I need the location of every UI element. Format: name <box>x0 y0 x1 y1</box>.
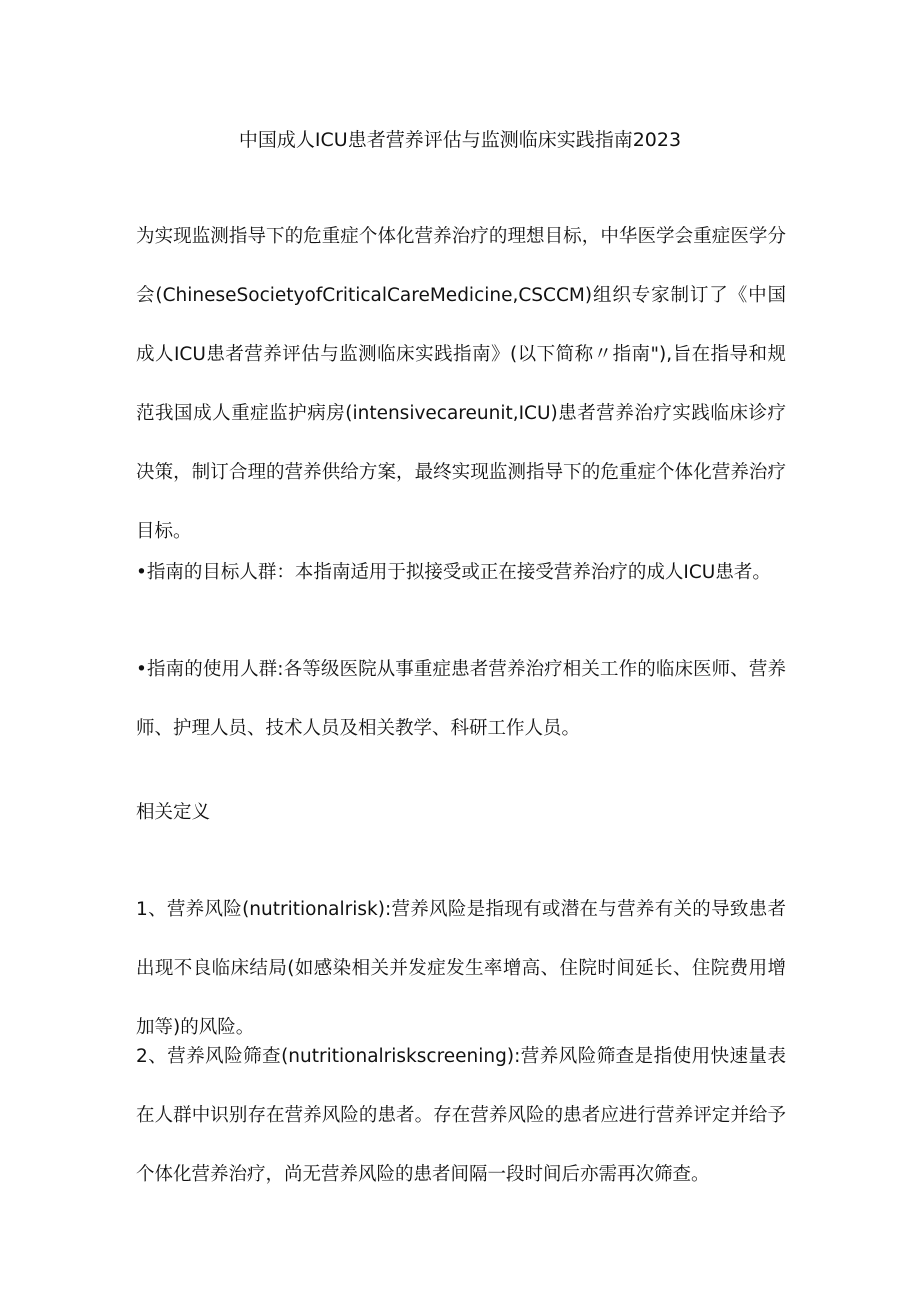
guideline-users-bullet: •指南的使用人群:各等级医院从事重症患者营养治疗相关工作的临床医师、营养师、护理人员、技术人员及相关教学、科研工作人员。 <box>136 659 786 739</box>
target-population-bullet: •指南的目标人群：本指南适用于拟接受或正在接受营养治疗的成人ICU患者。 <box>136 562 771 583</box>
section-heading: 相关定义 <box>136 802 211 823</box>
intro-paragraph: 为实现监测指导下的危重症个体化营养治疗的理想目标，中华医学会重症医学分会(ChineseSocietyofCriticalCareMedicine,CSCCM)组织专家制订了《中国成人ICU患者营养评估与监测临床实践指南》(以下简称〃指南"),旨在指导和规范我国成人重症监护病房(intensivecareunit,ICU)患者营养治疗实践临床诊疗决策，制订合理的营养供给方案，最终实现监测指导下的危重症个体化营养治疗目标。 <box>136 226 786 542</box>
definition-nutritional-risk: 1、营养风险(nutritionalrisk):营养风险是指现有或潜在与营养有关的导致患者出现不良临床结局(如感染相关并发症发生率增高、住院时间延长、住院费用增加等)的风险。 <box>136 899 786 1038</box>
definition-nutritional-risk-screening: 2、营养风险筛查(nutritionalriskscreening):营养风险筛查是指使用快速量表在人群中识别存在营养风险的患者。存在营养风险的患者应进行营养评定并给予个体化营养治疗，尚无营养风险的患者间隔一段时间后亦需再次筛查。 <box>136 1046 786 1185</box>
document-title: 中国成人ICU患者营养评估与监测临床实践指南2023 <box>238 129 682 151</box>
